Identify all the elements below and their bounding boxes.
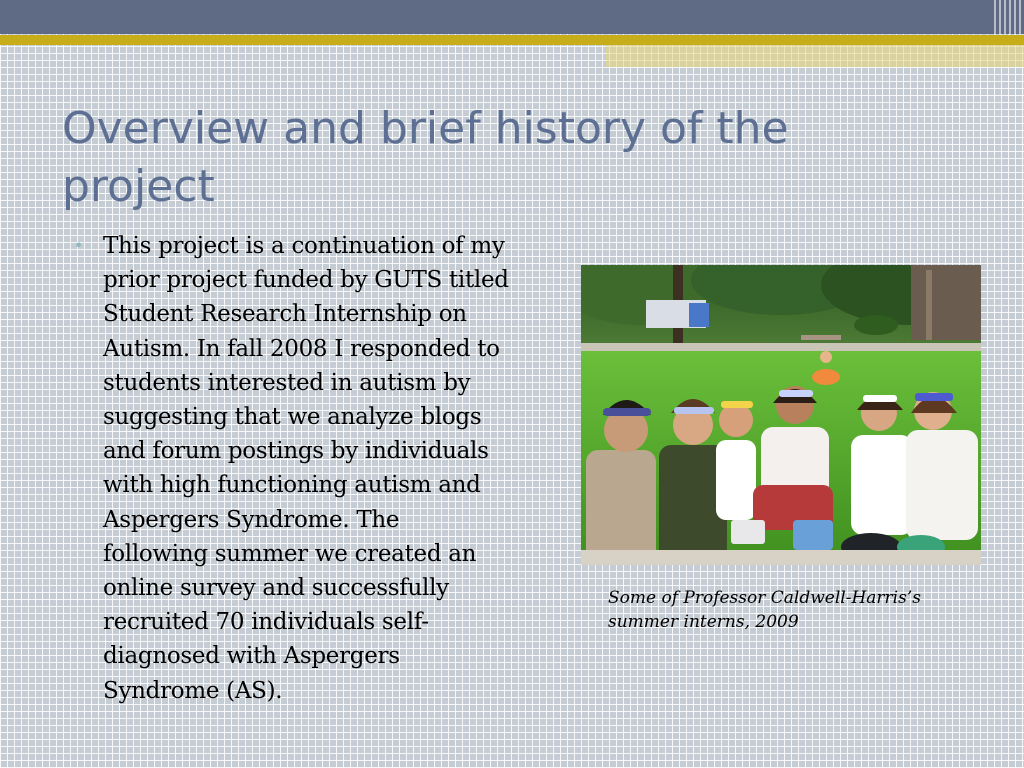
photo-caption: Some of Professor Caldwell-Harris’s summer interns, 2009 bbox=[608, 588, 921, 632]
gold-accent-stripe bbox=[0, 35, 1024, 45]
bullet-text: This project is a continuation of my prior project funded by GUTS titled Student Research Internship on Autism. In fall 2008 I responded to students interested in autism by suggesting that we analyze blogs and forum postings by individuals with high functioning autism and Aspergers Syndrome. The following summer we created an online survey and successfully recruited 70 individuals self- diagnosed with Aspergers Syndrome (AS). bbox=[103, 233, 509, 704]
gold-accent-stripe-light bbox=[606, 45, 1024, 67]
bullet-icon: • bbox=[74, 236, 84, 255]
interns-photo bbox=[581, 265, 981, 565]
slide-title: Overview and brief history of the project bbox=[62, 103, 789, 212]
top-bar bbox=[0, 0, 1024, 34]
